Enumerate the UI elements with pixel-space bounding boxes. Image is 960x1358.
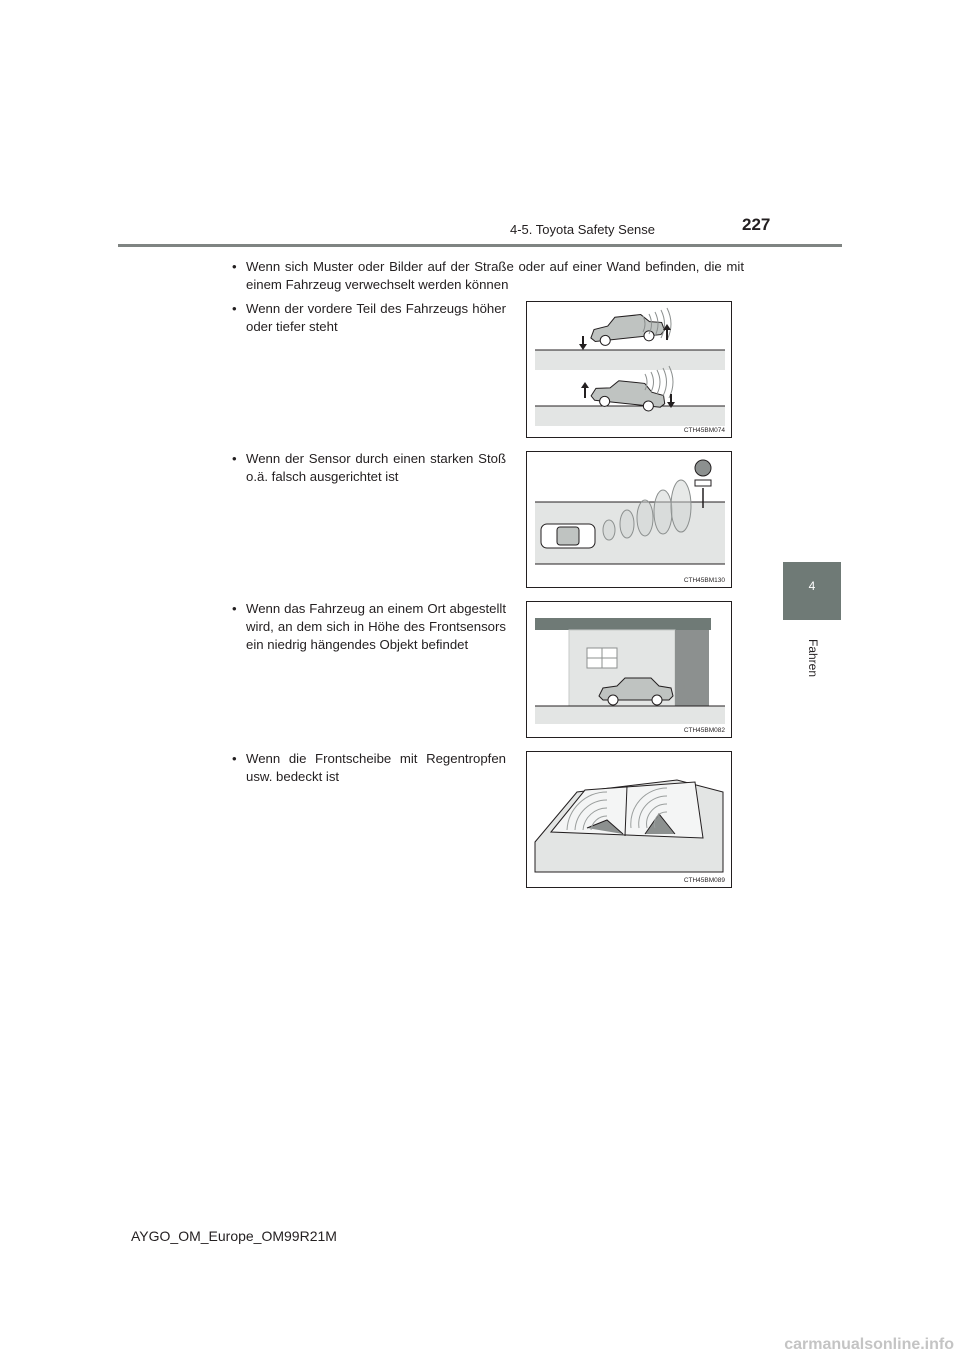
paragraph-patterns bbox=[232, 258, 744, 294]
paragraph-text: Wenn sich Muster oder Bilder auf der Straße oder auf einer Wand befinden, die mit einem Fahrzeug verwechselt werden können bbox=[246, 259, 744, 292]
document-id: AYGO_OM_Europe_OM99R21M bbox=[131, 1228, 337, 1244]
bullet: • bbox=[232, 601, 237, 616]
bullet: • bbox=[232, 751, 237, 766]
paragraph-sensor-misaligned bbox=[232, 450, 506, 486]
paragraph-text: Wenn der vordere Teil des Fahrzeugs höher oder tiefer steht bbox=[246, 301, 506, 334]
chapter-title: Fahren bbox=[806, 638, 820, 678]
paragraph-windshield-rain bbox=[232, 750, 506, 786]
windshield-illustration bbox=[527, 752, 732, 888]
paragraph-text: Wenn die Frontscheibe mit Regentropfen usw. bedeckt ist bbox=[246, 751, 506, 784]
page-number: 227 bbox=[742, 215, 771, 234]
paragraph-low-object bbox=[232, 600, 506, 654]
garage-illustration bbox=[527, 602, 732, 738]
chapter-tab[interactable] bbox=[783, 562, 841, 620]
paragraph-vehicle-tilt bbox=[232, 300, 506, 336]
arrow-up-icon bbox=[581, 382, 589, 398]
car-icon bbox=[541, 524, 595, 548]
figure-code: CTH45BM089 bbox=[683, 877, 725, 884]
figure-code: CTH45BM130 bbox=[683, 577, 725, 584]
misaligned-sensor-illustration bbox=[527, 452, 732, 588]
arrow-down-icon bbox=[579, 336, 587, 350]
paragraph-text: Wenn der Sensor durch einen starken Stoß o.ä. falsch ausgerichtet ist bbox=[246, 451, 506, 484]
figure-code: CTH45BM082 bbox=[683, 727, 725, 734]
figure-vehicle-tilt bbox=[526, 301, 732, 438]
figure-low-object bbox=[526, 601, 732, 738]
chapter-number: 4 bbox=[808, 579, 816, 593]
bullet: • bbox=[232, 259, 237, 274]
header-rule bbox=[118, 244, 842, 247]
section-title: 4-5. Toyota Safety Sense bbox=[510, 222, 656, 237]
watermark: carmanualsonline.info bbox=[784, 1336, 954, 1353]
figure-windshield-rain bbox=[526, 751, 732, 888]
bullet: • bbox=[232, 451, 237, 466]
figure-sensor-misaligned bbox=[526, 451, 732, 588]
road-sign-icon bbox=[695, 460, 711, 508]
car-tilt-illustration bbox=[527, 302, 732, 438]
figure-code: CTH45BM074 bbox=[683, 427, 725, 434]
paragraph-text: Wenn das Fahrzeug an einem Ort abgestellt wird, an dem sich in Höhe des Frontsensors ein niedrig hängendes Objekt befindet bbox=[246, 601, 506, 652]
car-icon bbox=[589, 312, 665, 347]
bullet: • bbox=[232, 301, 237, 316]
